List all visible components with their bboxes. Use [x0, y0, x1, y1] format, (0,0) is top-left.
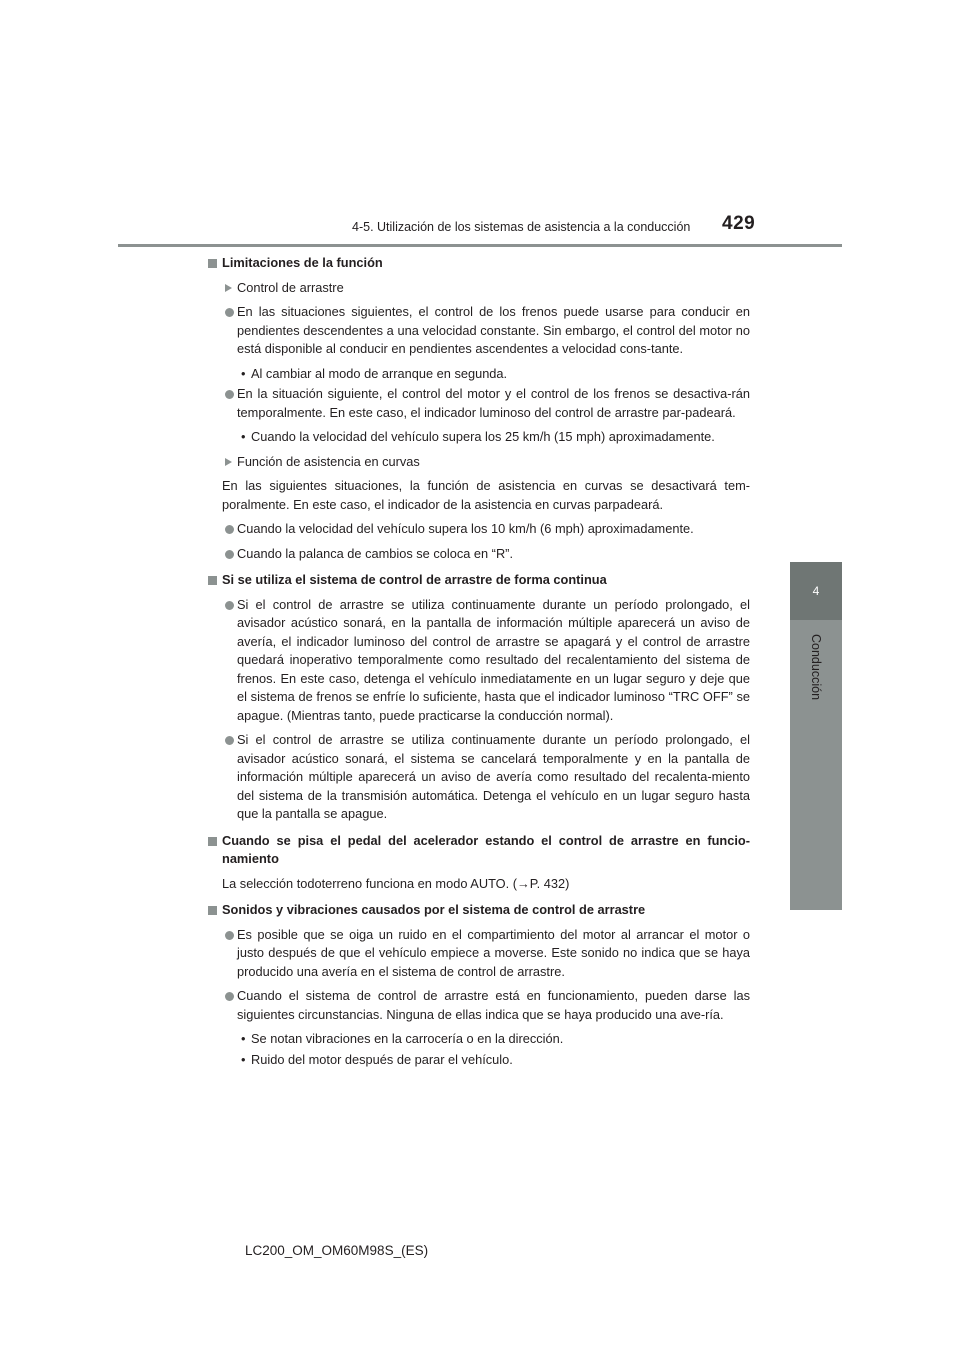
list-item-text: Cuando la palanca de cambios se coloca en “R”.: [237, 545, 514, 561]
triangle-bullet-icon: [225, 284, 232, 292]
sub-list-item: [205, 428, 750, 447]
sub-list-item-text: Al cambiar al modo de arranque en segunda.: [251, 365, 508, 381]
dot-bullet-icon: •: [241, 365, 246, 381]
list-item: [205, 596, 750, 726]
square-bullet-icon: [208, 906, 217, 915]
section-heading: [205, 901, 750, 920]
sub-list-item-text: Se notan vibraciones en la carrocería o en la dirección.: [251, 1031, 564, 1046]
triangle-bullet-icon: [225, 458, 232, 466]
square-bullet-icon: [208, 259, 217, 268]
subheading: [205, 453, 750, 472]
circle-bullet-icon: [225, 525, 234, 534]
page-number: 429: [722, 213, 756, 234]
chapter-tab-label: Conducción: [809, 634, 823, 701]
list-item-text: Cuando la velocidad del vehículo supera los 10 km/h (6 mph) aproximadamente.: [237, 521, 694, 536]
list-item-text: En la situación siguiente, el control del motor y el control de los frenos se desactiva-rán temporalmente. En este caso, el indicador luminoso del control de arrastre par-padeará.: [237, 386, 750, 420]
section-heading-text: Si se utiliza el sistema de control de arrastre de forma continua: [222, 572, 607, 587]
square-bullet-icon: [208, 576, 217, 585]
section-acelerador: [205, 832, 750, 894]
chapter-tab-number: 4: [790, 562, 842, 620]
section-title: 4-5. Utilización de los sistemas de asistencia a la conducción: [352, 220, 691, 234]
list-item: [205, 545, 750, 564]
sub-list-item-text: Cuando la velocidad del vehículo supera los 25 km/h (15 mph) aproximadamente.: [251, 429, 715, 444]
list-item-text: En las situaciones siguientes, el control de los frenos puede usarse para conducir en pendientes descendentes a una velocidad constante. Sin embargo, el control del motor no está disponible al conducir en pendientes ascendentes a velocidad cons-tante.: [237, 304, 750, 356]
circle-bullet-icon: [225, 308, 234, 317]
section-heading-text: Limitaciones de la función: [222, 255, 383, 270]
subheading-text: Función de asistencia en curvas: [237, 453, 420, 469]
circle-bullet-icon: [225, 931, 234, 940]
circle-bullet-icon: [225, 736, 234, 745]
list-item: [205, 987, 750, 1024]
paragraph: La selección todoterreno funciona en modo AUTO. (→P. 432): [222, 875, 570, 891]
sub-list-item: [205, 1030, 750, 1049]
dot-bullet-icon: •: [241, 429, 246, 444]
subheading: [205, 279, 750, 298]
section-heading-text: Cuando se pisa el pedal del acelerador estando el control de arrastre en funcio-namiento: [222, 832, 750, 866]
paragraph: En las siguientes situaciones, la función de asistencia en curvas se desactivará tem-poralmente. En este caso, el indicador de la asistencia en curvas parpadeará.: [222, 478, 750, 512]
circle-bullet-icon: [225, 601, 234, 610]
sub-list-item-text: Ruido del motor después de parar el vehículo.: [251, 1051, 513, 1067]
subheading-text: Control de arrastre: [237, 279, 344, 295]
list-item-text: Es posible que se oiga un ruido en el compartimiento del motor al arrancar el motor o justo después de que el vehículo empiece a moverse. Este sonido no indica que se haya producido una avería en el sistema de control de arrastre.: [237, 926, 750, 979]
circle-bullet-icon: [225, 992, 234, 1001]
dot-bullet-icon: •: [241, 1051, 246, 1067]
section-heading-text: Sonidos y vibraciones causados por el sistema de control de arrastre: [222, 902, 646, 917]
square-bullet-icon: [208, 837, 217, 846]
list-item-text: Cuando el sistema de control de arrastre está en funcionamiento, pueden darse las siguientes circunstancias. Ninguna de ellas indica que se haya producido una ave-ría.: [237, 988, 750, 1022]
list-item: [205, 385, 750, 422]
dot-bullet-icon: •: [241, 1031, 246, 1046]
section-sonidos: [205, 901, 750, 1069]
section-heading: [205, 832, 750, 869]
main-content: [205, 254, 750, 1077]
section-heading: [205, 571, 750, 590]
circle-bullet-icon: [225, 390, 234, 399]
list-item: [205, 731, 750, 824]
list-item: [205, 926, 750, 982]
list-item-text: Si el control de arrastre se utiliza continuamente durante un período prolongado, el avisador acústico sonará, en la pantalla de información múltiple aparecerá un aviso de avería, el indicador luminoso del control de arrastre se apagará y el control de arrastre quedará inoperativo temporalmente como resultado del recalentamiento del sistema de frenos. En este caso, detenga el vehículo inmediatamente en un lugar seguro y deje que el sistema de frenos se enfríe lo suficiente, hasta que el indicador luminoso “TRC OFF” se apague. (Mientras tanto, puede practicarse la conducción normal).: [237, 596, 750, 723]
list-item: [205, 303, 750, 359]
section-uso-continuo: [205, 571, 750, 824]
header-rule: [118, 244, 842, 247]
sub-list-item: [205, 1051, 750, 1070]
section-heading: [205, 254, 750, 273]
sub-list-item: [205, 365, 750, 384]
circle-bullet-icon: [225, 550, 234, 559]
chapter-tab: [790, 620, 842, 910]
list-item-text: Si el control de arrastre se utiliza continuamente durante un período prolongado, el avisador acústico sonará, el sistema se cancelará temporalmente y en la pantalla de información múltiple aparecerá un aviso de avería como resultado del recalenta-miento del sistema de la transmisión automática. Detenga el vehículo en un lugar seguro hasta que la pantalla se apague.: [237, 732, 750, 821]
document-code: LC200_OM_OM60M98S_(ES): [245, 1243, 429, 1258]
list-item: [205, 520, 750, 539]
section-limitaciones: [205, 254, 750, 563]
